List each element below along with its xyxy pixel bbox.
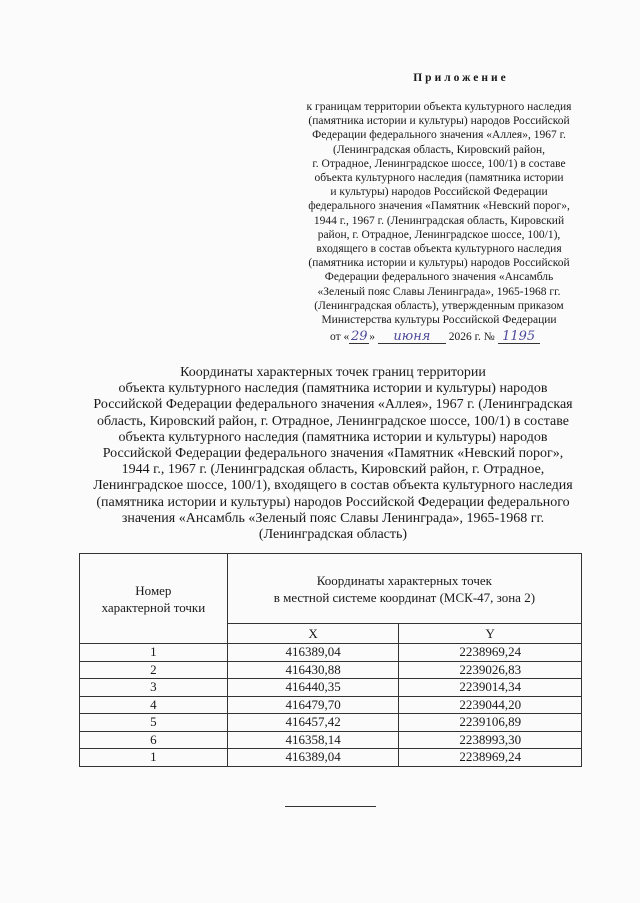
heading-line: объекта культурного наследия (памятника истории и культуры) народов [118, 381, 548, 397]
heading-line: (памятника истории и культуры) народов Российской Федерации федерального [96, 494, 570, 510]
y-value: 2239106,89 [399, 714, 582, 732]
header-x: X [227, 624, 399, 644]
header-y: Y [399, 624, 582, 644]
appendix-line: объекта культурного наследия (памятника истории [314, 172, 564, 185]
appendix-text [284, 100, 594, 327]
y-value: 2238969,24 [399, 644, 582, 662]
appendix-line: Министерства культуры Российской Федерации [321, 314, 557, 327]
heading-line: (Ленинградская область) [258, 527, 408, 543]
date-prefix: от « [330, 331, 350, 343]
date-year: 2026 г. № [448, 331, 495, 343]
header-coordinates [227, 554, 581, 624]
header-point-number-line1: Номер [135, 582, 172, 598]
appendix-line: и культуры) народов Российской Федерации [330, 186, 548, 199]
heading-line: Координаты характерных точек границ территории [180, 365, 486, 380]
appendix-line: федерального значения «Памятник «Невский порог», [308, 200, 570, 213]
x-value: 416440,35 [227, 679, 399, 697]
y-value: 2239026,83 [399, 661, 582, 679]
point-number: 4 [80, 696, 228, 714]
appendix-line: (Ленинградская область, Кировский район, [333, 143, 545, 156]
coordinates-heading [78, 365, 588, 543]
header-coordinates-line1: Координаты характерных точек [316, 572, 492, 588]
x-value: 416389,04 [227, 644, 399, 662]
y-value: 2239044,20 [399, 696, 582, 714]
appendix-line: входящего в состав объекта культурного наследия [316, 243, 562, 256]
table-row [80, 696, 582, 714]
heading-line: значения «Ансамбль «Зеленый пояс Славы Ленинграда», 1965-1968 гг. [121, 510, 545, 526]
y-value: 2238993,30 [399, 731, 582, 749]
table-row [80, 661, 582, 679]
handwritten-order-number: 1195 [498, 330, 540, 344]
appendix-line: Федерации федерального значения «Ансамбль [324, 271, 554, 284]
appendix-line: к границам территории объекта культурного наследия [306, 101, 572, 113]
appendix-line: Федерации федерального значения «Аллея», 1967 г. [312, 129, 566, 142]
heading-line: объекта культурного наследия (памятника истории и культуры) народов [118, 429, 548, 445]
point-number: 5 [80, 714, 228, 732]
appendix-title: Приложение [413, 72, 509, 84]
point-number: 2 [80, 661, 228, 679]
appendix-line: (памятника истории и культуры) народов Российской [308, 115, 570, 128]
table-row [80, 679, 582, 697]
table-row [80, 644, 582, 662]
appendix-line: 1944 г., 1967 г. (Ленинградская область, Кировский [313, 214, 565, 227]
coordinates-table [79, 553, 582, 767]
date-day-close: » [369, 331, 375, 343]
x-value: 416479,70 [227, 696, 399, 714]
x-value: 416430,88 [227, 661, 399, 679]
table-row [80, 749, 582, 767]
heading-line: Российской Федерации федерального значения «Памятник «Невский порог», [102, 446, 564, 462]
appendix-line: «Зеленый пояс Славы Ленинграда», 1965-1968 гг. [317, 285, 561, 298]
point-number: 1 [80, 749, 228, 767]
order-date-line [330, 330, 600, 344]
x-value: 416358,14 [227, 731, 399, 749]
header-point-number-line2: характерной точки [101, 599, 206, 615]
heading-line: Ленинградское шоссе, 100/1), входящего в состав объекта культурного наследия [93, 478, 573, 494]
y-value: 2239014,34 [399, 679, 582, 697]
x-value: 416389,04 [227, 749, 399, 767]
point-number: 6 [80, 731, 228, 749]
end-divider [285, 806, 376, 807]
header-point-number [80, 554, 228, 644]
appendix-line: район, г. Отрадное, Ленинградское шоссе, 100/1), [317, 228, 561, 241]
appendix-line: (памятника истории и культуры) народов Российской [308, 257, 570, 270]
heading-line: Российской Федерации федерального значения «Аллея», 1967 г. (Ленинградская [93, 397, 573, 413]
handwritten-month: июня [378, 330, 446, 344]
header-coordinates-line2: в местной системе координат (МСК-47, зона 2) [273, 589, 536, 605]
handwritten-day: 29 [350, 329, 368, 344]
appendix-line: (Ленинградская область), утвержденным приказом [314, 299, 564, 312]
heading-line: область, Кировский район, г. Отрадное, Ленинградское шоссе, 100/1) в составе [96, 413, 569, 429]
point-number: 3 [80, 679, 228, 697]
appendix-line: г. Отрадное, Ленинградское шоссе, 100/1) в составе [312, 157, 566, 170]
point-number: 1 [80, 644, 228, 662]
x-value: 416457,42 [227, 714, 399, 732]
y-value: 2238969,24 [399, 749, 582, 767]
heading-line: 1944 г., 1967 г. (Ленинградская область, Кировский район, г. Отрадное, [121, 462, 545, 478]
table-row [80, 731, 582, 749]
table-row [80, 714, 582, 732]
